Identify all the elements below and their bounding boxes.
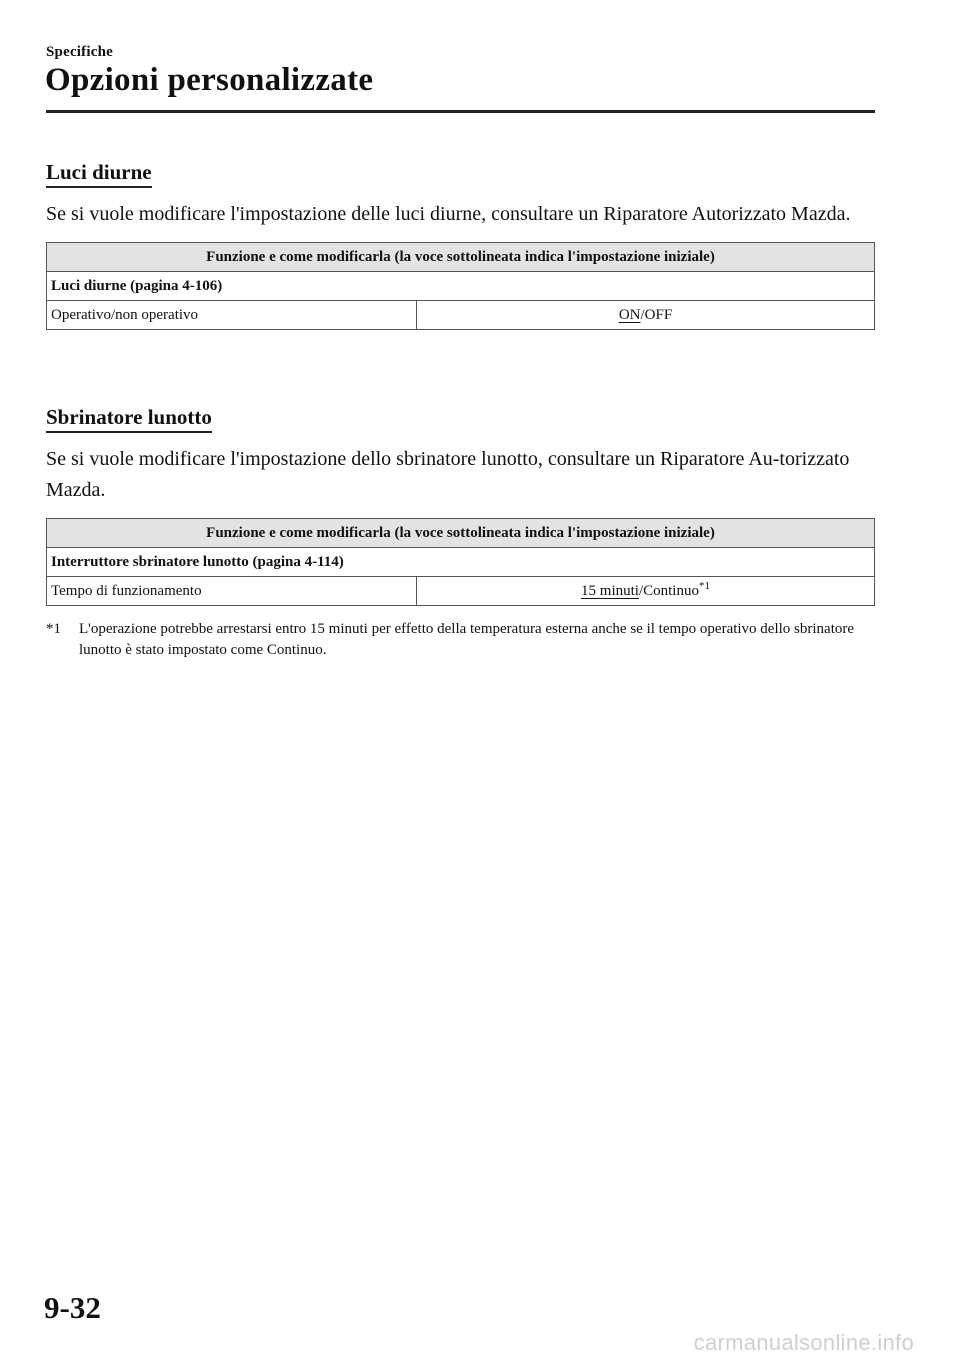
- settings-table: [46, 242, 875, 330]
- value-cell: [417, 301, 875, 330]
- value-cell: [417, 577, 875, 606]
- table-header: Funzione e come modificarla (la voce sottolineata indica l'impostazione iniziale): [47, 519, 875, 548]
- section-heading: Sbrinatore lunotto: [46, 405, 212, 433]
- section-sbrinatore-lunotto: [46, 405, 875, 661]
- footnote-reference: *1: [698, 579, 710, 592]
- settings-table: [46, 518, 875, 606]
- value-separator: /: [638, 582, 644, 599]
- function-cell: Operativo/non operativo: [47, 301, 417, 330]
- table-subheader: Interruttore sbrinatore lunotto (pagina 4-114): [47, 548, 875, 577]
- table-header-row: [47, 519, 875, 548]
- table-subheader: Luci diurne (pagina 4-106): [47, 272, 875, 301]
- footnote-text: L'operazione potrebbe arrestarsi entro 15 minuti per effetto della temperatura esterna anche se il tempo operativo dello sbrinatore lunotto è stato impostato come Continuo.: [79, 621, 855, 658]
- footnote: [46, 619, 875, 661]
- title-divider: [46, 110, 875, 113]
- other-value: OFF: [644, 306, 673, 323]
- footnote-mark: *1: [46, 621, 61, 637]
- table-row: [47, 577, 875, 606]
- page-number: 9-32: [44, 1290, 101, 1325]
- watermark: carmanualsonline.info: [693, 1330, 914, 1355]
- default-value: 15 minuti: [581, 582, 639, 599]
- section-paragraph: Se si vuole modificare l'impostazione delle luci diurne, consultare un Riparatore Autorizzato Mazda.: [46, 203, 851, 225]
- section-luci-diurne: [46, 160, 875, 330]
- table-subheader-row: [47, 548, 875, 577]
- page-title: Opzioni personalizzate: [45, 62, 374, 98]
- section-label: Specifiche: [46, 44, 113, 60]
- section-heading: Luci diurne: [46, 160, 152, 188]
- table-header-row: [47, 243, 875, 272]
- default-value: ON: [618, 306, 641, 323]
- section-paragraph: Se si vuole modificare l'impostazione dello sbrinatore lunotto, consultare un Riparatore Au-torizzato Mazda.: [46, 448, 850, 501]
- table-subheader-row: [47, 272, 875, 301]
- table-header: Funzione e come modificarla (la voce sottolineata indica l'impostazione iniziale): [47, 243, 875, 272]
- table-row: [47, 301, 875, 330]
- other-value: Continuo: [643, 582, 699, 599]
- value-separator: /: [640, 306, 645, 323]
- function-cell: Tempo di funzionamento: [47, 577, 417, 606]
